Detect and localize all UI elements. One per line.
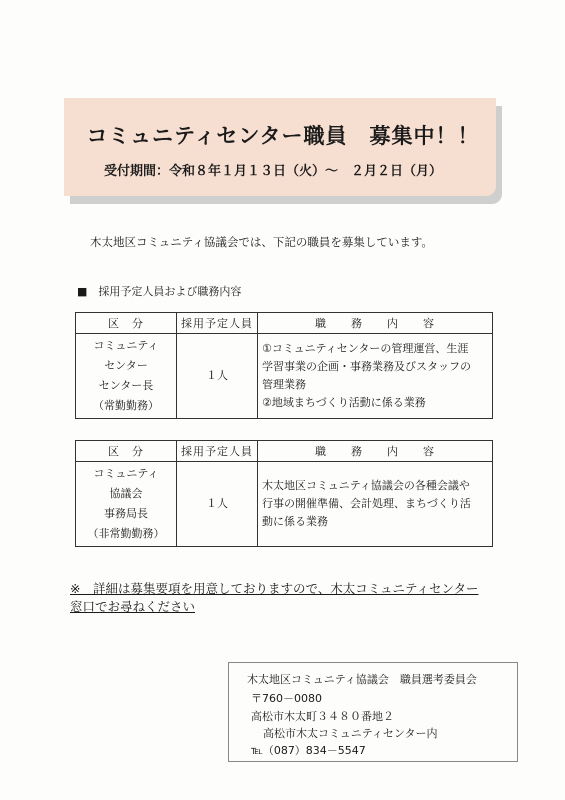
header-count: 採用予定人員	[177, 441, 258, 462]
duty-line: 管理業務	[262, 378, 306, 391]
category-line: センター長	[98, 379, 154, 392]
duty-table-center-director	[75, 312, 493, 419]
header-category: 区 分	[76, 313, 177, 334]
application-period: 受付期間：令和８年１月１３日（火）～ ２月２日（月）	[104, 164, 443, 179]
table-row	[76, 334, 493, 419]
count-cell: １人	[177, 334, 258, 419]
category-line: センター	[104, 359, 148, 372]
header-category: 区 分	[76, 441, 177, 462]
duties-cell	[258, 334, 493, 419]
category-line: 協議会	[109, 487, 143, 500]
page-title: コミュニティセンター職員 募集中！！	[86, 124, 480, 148]
contact-tel: ℡（087）834－5547	[251, 744, 366, 757]
table-header-row	[76, 313, 493, 334]
duty-line: ①コミュニティセンターの管理運営、生涯	[262, 342, 469, 355]
duty-line: 行事の開催準備、会計処理、まちづくり活	[262, 497, 471, 510]
category-cell	[76, 462, 177, 547]
duties-cell	[258, 462, 493, 547]
header-count: 採用予定人員	[177, 313, 258, 334]
contact-org: 木太地区コミュニティ協議会 職員選考委員会	[247, 673, 477, 686]
header-duties: 職 務 内 容	[258, 313, 493, 334]
category-line: 事務局長	[104, 507, 148, 520]
duty-table-secretary-general	[75, 440, 493, 547]
section-heading: ■ 採用予定人員および職務内容	[77, 285, 242, 298]
contact-address: 高松市木太町３４８０番地２	[251, 710, 394, 723]
header-duties: 職 務 内 容	[258, 441, 493, 462]
duty-line: 動に係る業務	[262, 515, 328, 528]
contact-building: 高松市木太コミュニティセンター内	[263, 727, 438, 740]
duty-line: ②地域まちづくり活動に係る業務	[262, 396, 426, 409]
category-line: コミュニティ	[93, 467, 159, 480]
category-cell	[76, 334, 177, 419]
table-header-row	[76, 441, 493, 462]
category-line: （常勤勤務）	[93, 399, 159, 412]
title-banner	[64, 98, 496, 196]
category-line: コミュニティ	[93, 339, 159, 352]
duty-line: 学習事業の企画・事務業務及びスタッフの	[262, 360, 471, 373]
details-note	[70, 580, 520, 616]
note-line: ※ 詳細は募集要項を用意しておりますので、木太コミュニティセンター	[70, 581, 479, 596]
duty-line: 木太地区コミュニティ協議会の各種会議や	[262, 479, 470, 492]
count-cell: １人	[177, 462, 258, 547]
contact-postal: 〒760－0080	[251, 692, 322, 705]
note-line: 窓口でお尋ねください	[70, 599, 196, 614]
intro-text: 木太地区コミュニティ協議会では、下記の職員を募集しています。	[90, 235, 433, 249]
category-line: （非常勤勤務）	[87, 527, 165, 540]
contact-box	[228, 662, 518, 762]
table-row	[76, 462, 493, 547]
